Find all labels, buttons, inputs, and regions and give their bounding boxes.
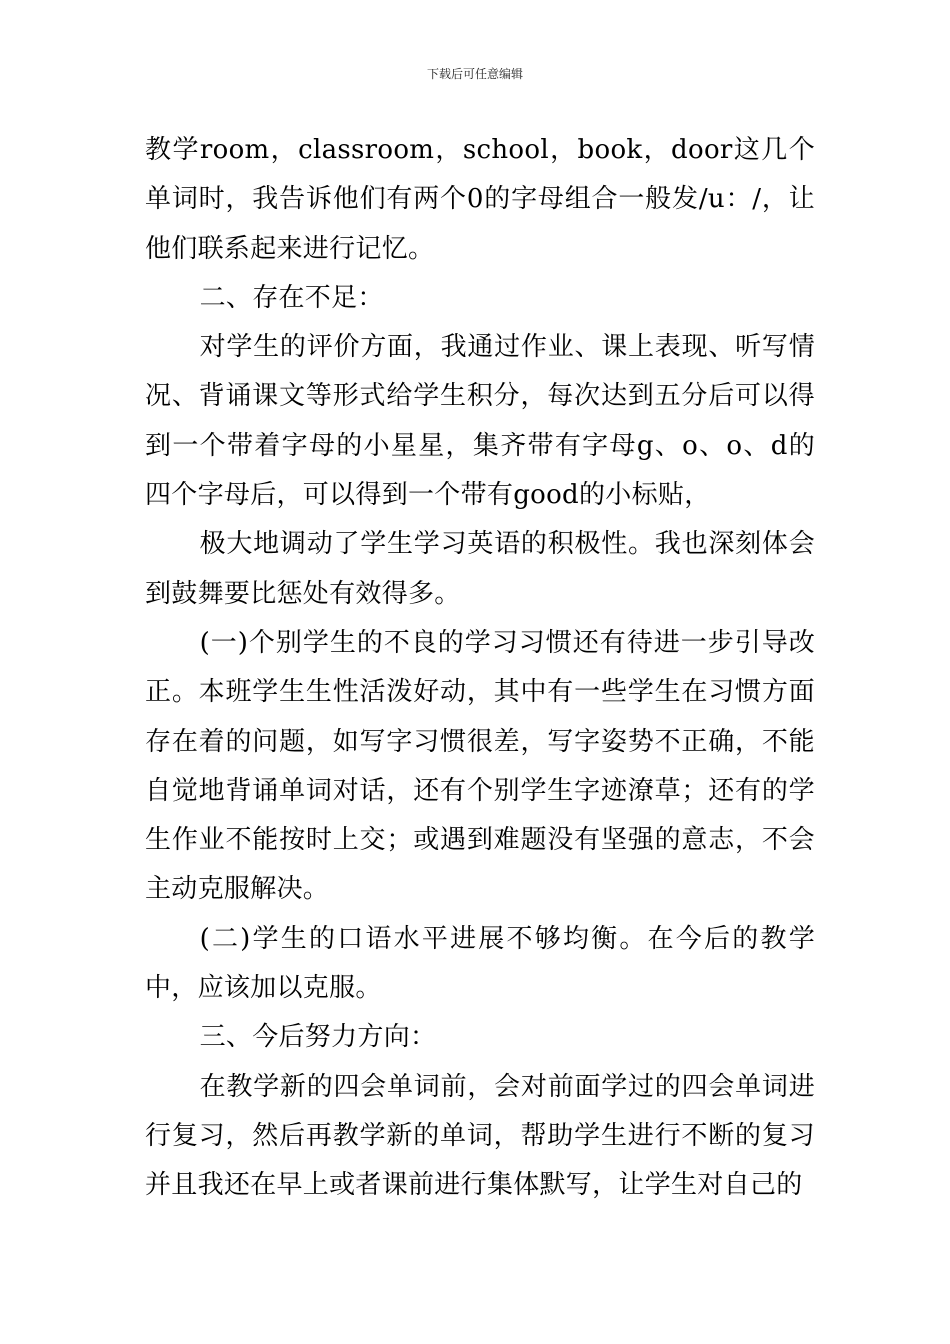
paragraph-6: (二)学生的口语水平进展不够均衡。在今后的教学中，应该加以克服。 — [145, 923, 815, 1004]
paragraph-3: 对学生的评价方面，我通过作业、课上表现、听写情况、背诵课文等形式给学生积分，每次达到五分后可以得到一个带着字母的小星星，集齐带有字母g、o、o、d的四个字母后，可以得到一个带有good的小标贴， — [145, 332, 815, 511]
document-body — [145, 126, 815, 1211]
paragraph-4: 极大地调动了学生学习英语的积极性。我也深刻体会到鼓舞要比惩处有效得多。 — [145, 529, 815, 609]
section-heading-2: 二、存在不足： — [199, 282, 384, 313]
section-heading-3: 三、今后努力方向： — [199, 1022, 437, 1053]
page-header: 下载后可任意编辑 — [426, 67, 523, 81]
paragraph-8: 在教学新的四会单词前，会对前面学过的四会单词进行复习，然后再教学新的单词，帮助学生进行不断的复习并且我还在早上或者课前进行集体默写，让学生对自己的 — [145, 1071, 815, 1201]
paragraph-1: 教学room，classroom，school，book，door这几个单词时，我告诉他们有两个0的字母组合一般发/u：/，让他们联系起来进行记忆。 — [145, 135, 815, 264]
paragraph-5: (一)个别学生的不良的学习习惯还有待进一步引导改正。本班学生生性活泼好动，其中有一些学生在习惯方面存在着的问题，如写字习惯很差，写字姿势不正确，不能自觉地背诵单词对话，还有个别学生字迹潦草；还有的学生作业不能按时上交；或遇到难题没有坚强的意志，不会主动克服解决。 — [145, 627, 815, 905]
